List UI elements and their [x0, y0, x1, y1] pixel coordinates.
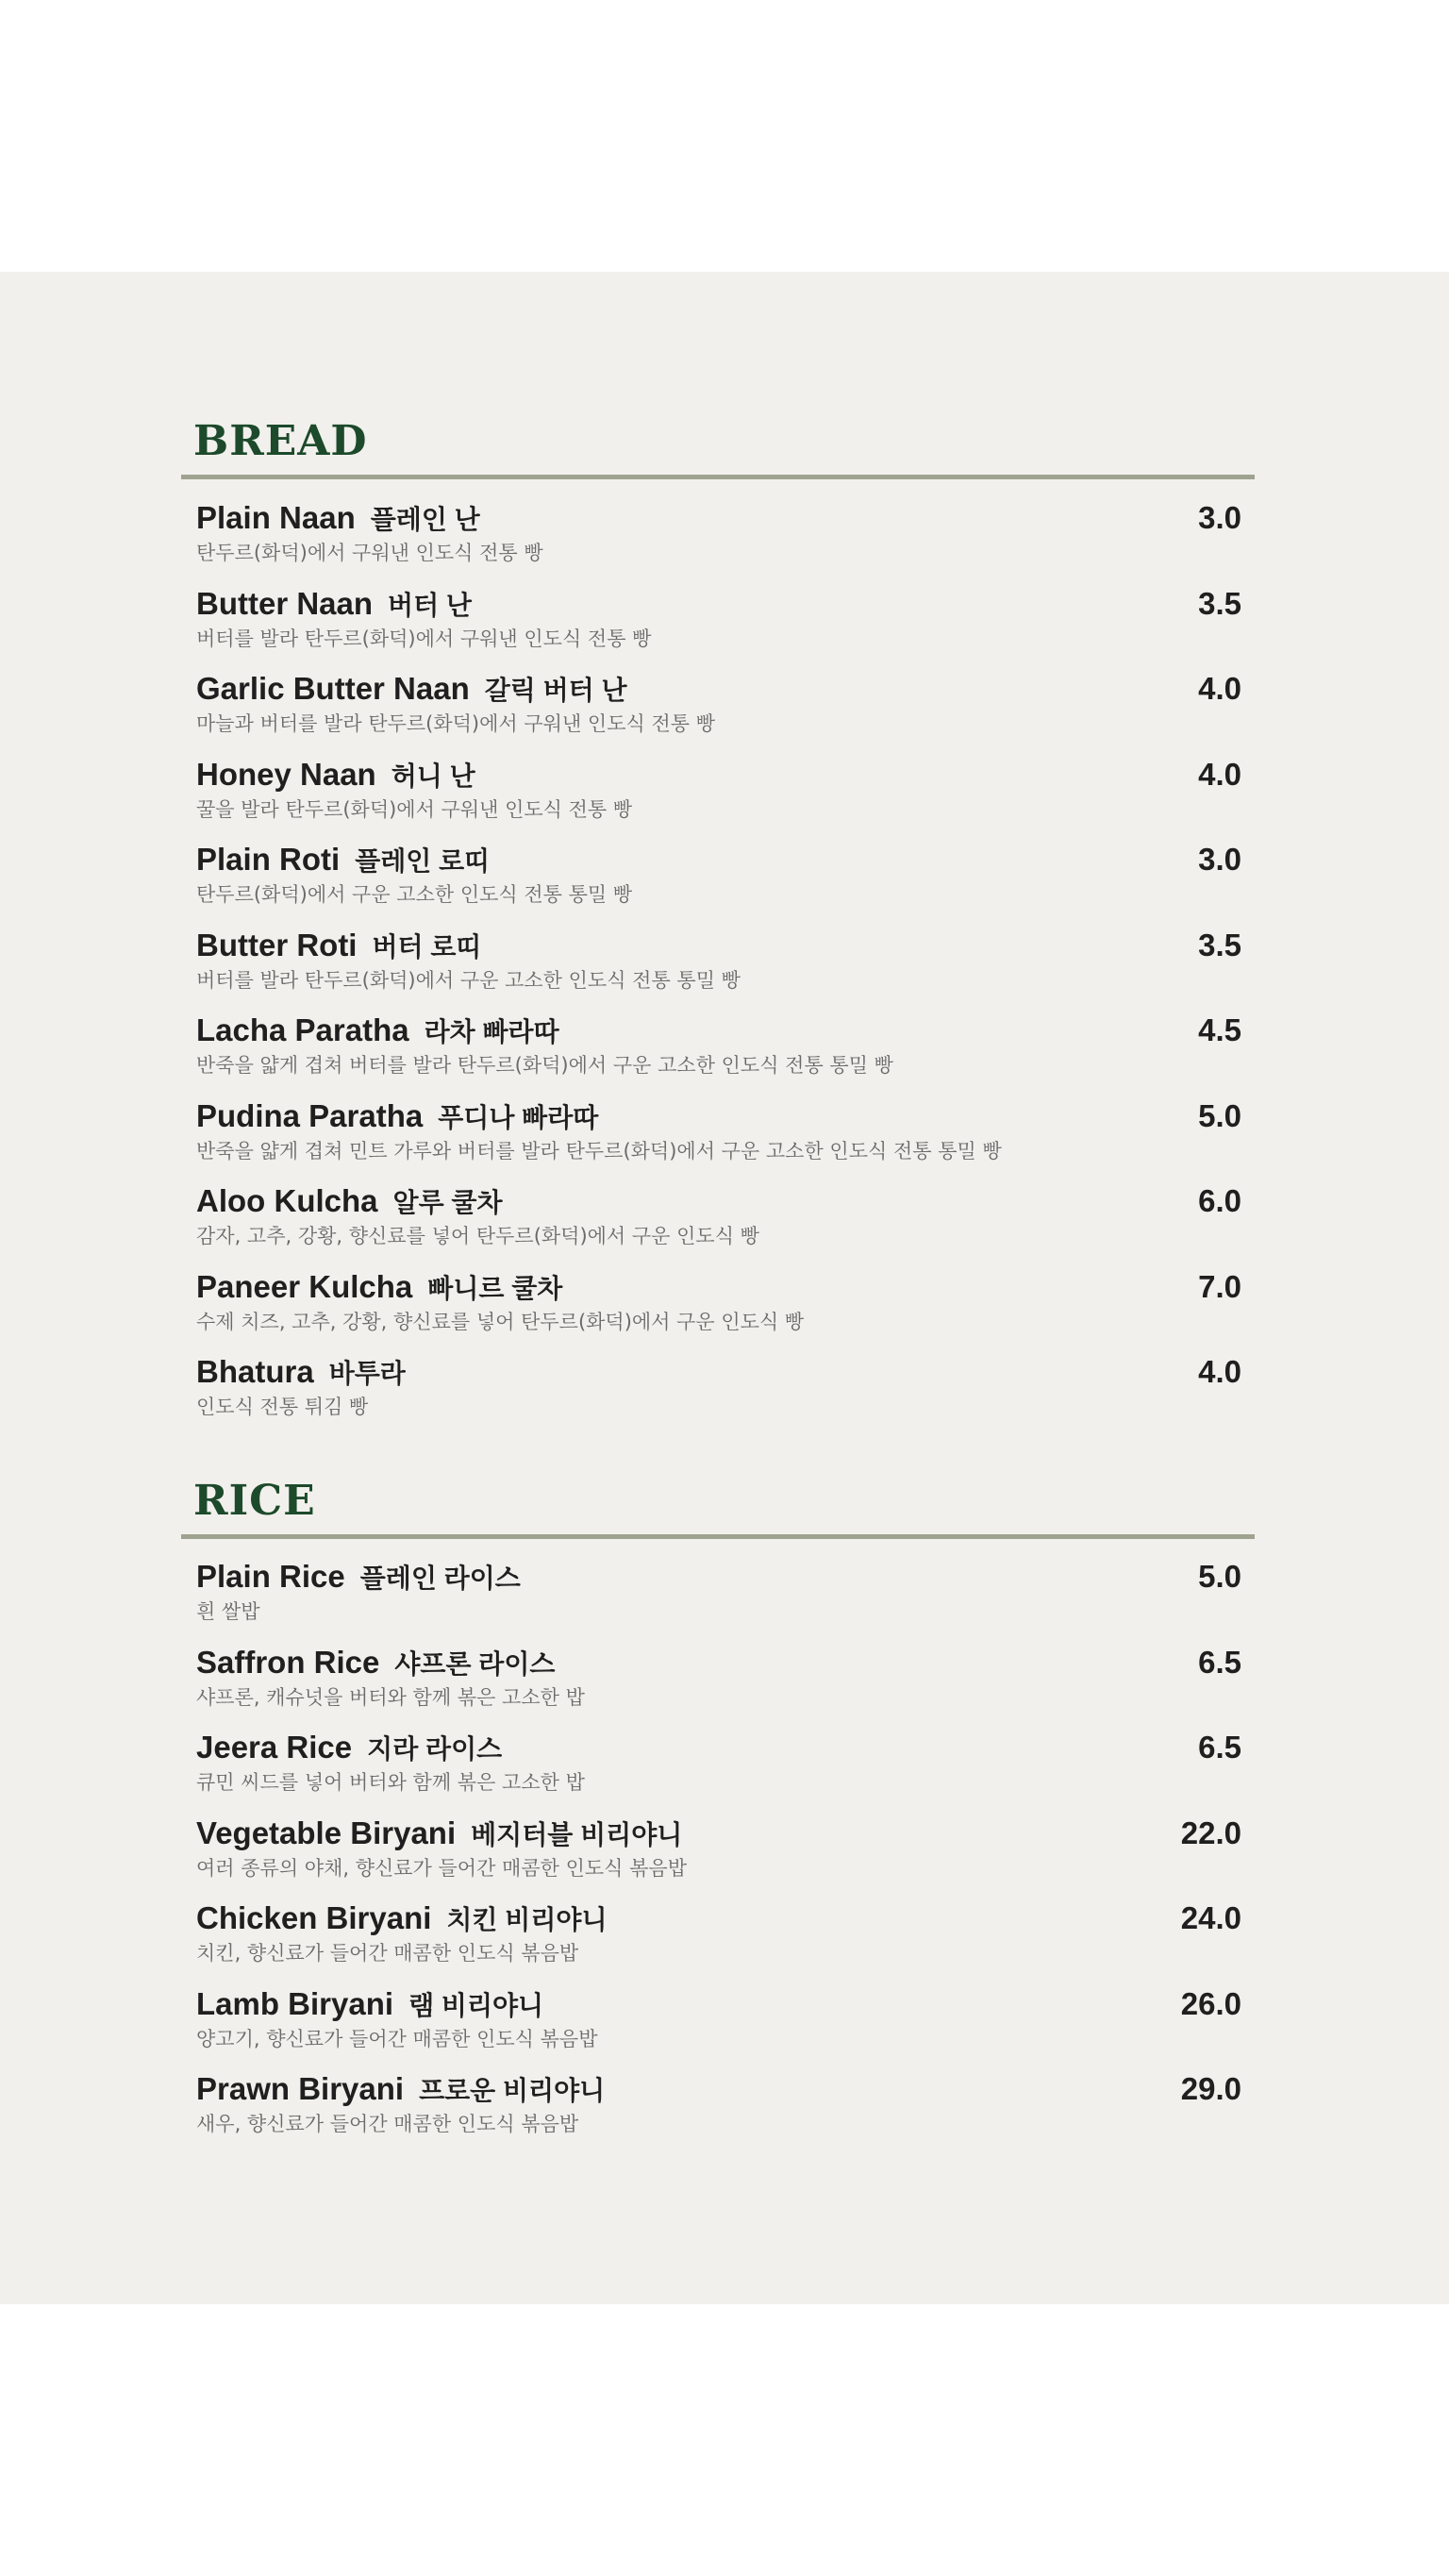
- menu-item-name-en: Paneer Kulcha: [196, 1268, 413, 1304]
- menu-item-name-en: Garlic Butter Naan: [196, 671, 470, 706]
- menu-item-price: 6.0: [1198, 1183, 1241, 1218]
- menu-item-name-en: Plain Roti: [196, 842, 341, 877]
- menu-item-name-en: Aloo Kulcha: [196, 1183, 378, 1218]
- menu-item-name-ko: 빠니르 쿨차: [427, 1273, 563, 1303]
- menu-item-price: 4.0: [1198, 756, 1241, 792]
- menu-item-name: [196, 1097, 598, 1137]
- menu-item-price: 5.0: [1198, 1097, 1241, 1133]
- menu-item-description: 마늘과 버터를 발라 탄두르(화덕)에서 구워낸 인도식 전통 빵: [196, 712, 715, 735]
- menu-item-name: [196, 670, 627, 710]
- menu-item-name-en: Chicken Biryani: [196, 1900, 432, 1935]
- menu-item-name: [196, 841, 490, 880]
- menu-item-name-en: Honey Naan: [196, 756, 376, 792]
- menu-item-description: 탄두르(화덕)에서 구운 고소한 인도식 전통 통밀 빵: [196, 883, 633, 906]
- menu-item-name-ko: 지라 라이스: [367, 1734, 503, 1764]
- menu-item: [181, 1012, 1255, 1095]
- menu-item-name: [196, 1899, 608, 1939]
- menu-item-description: 새우, 향신료가 들어간 매콤한 인도식 볶음밥: [196, 2113, 579, 2135]
- menu-item-name-ko: 베지터블 비리야니: [471, 1819, 683, 1849]
- menu-item-name: [196, 585, 472, 625]
- menu-item: [181, 1644, 1255, 1727]
- menu-item-description: 버터를 발라 탄두르(화덕)에서 구워낸 인도식 전통 빵: [196, 627, 652, 650]
- menu-item-description: 반죽을 얇게 겹쳐 민트 가루와 버터를 발라 탄두르(화덕)에서 구운 고소한 인도식 전통 통밀 빵: [196, 1139, 1002, 1163]
- menu-item-name: [196, 1644, 555, 1683]
- menu-item-price: 26.0: [1180, 1985, 1241, 2021]
- menu-item-description: 여러 종류의 야채, 향신료가 들어간 매콤한 인도식 볶음밥: [196, 1856, 687, 1880]
- menu-item-name: [196, 2070, 605, 2110]
- menu-item-price: 24.0: [1180, 1900, 1241, 1935]
- menu-item-price: 3.5: [1198, 585, 1241, 621]
- menu-item: [181, 1985, 1255, 2068]
- menu-item: [181, 670, 1255, 753]
- menu-item-name-ko: 라차 빠라따: [424, 1017, 559, 1046]
- menu-item-price: 29.0: [1180, 2071, 1241, 2106]
- menu-item-name: [196, 756, 475, 795]
- menu-item: [181, 1899, 1255, 1982]
- menu-item-name: [196, 499, 480, 539]
- menu-item: [181, 1097, 1255, 1180]
- menu-page: [0, 272, 1449, 2304]
- menu-item-description: 큐민 씨드를 넣어 버터와 함께 볶은 고소한 밥: [196, 1771, 585, 1794]
- menu-item-name-ko: 치킨 비리야니: [446, 1905, 608, 1934]
- menu-item-name-ko: 플레인 난: [370, 505, 480, 534]
- menu-item-name-en: Butter Naan: [196, 585, 374, 621]
- menu-item-name: [196, 927, 481, 966]
- section-divider: [181, 1534, 1255, 1539]
- menu-item-name-en: Butter Roti: [196, 927, 358, 962]
- menu-item-name-ko: 샤프론 라이스: [394, 1648, 556, 1679]
- menu-item: [181, 841, 1255, 924]
- menu-item-name-ko: 갈릭 버터 난: [484, 676, 627, 705]
- menu-item: [181, 927, 1255, 1010]
- menu-item-name-en: Lacha Paratha: [196, 1012, 409, 1047]
- menu-item-name-en: Prawn Biryani: [196, 2071, 405, 2106]
- menu-item-price: 3.0: [1198, 500, 1241, 535]
- menu-item-name-en: Plain Rice: [196, 1559, 345, 1594]
- menu-item-description: 꿀을 발라 탄두르(화덕)에서 구워낸 인도식 전통 빵: [196, 797, 633, 821]
- section-divider: [181, 475, 1255, 479]
- menu-item: [181, 1729, 1255, 1812]
- menu-item-name-ko: 푸디나 빠라따: [438, 1102, 599, 1132]
- menu-item-name-ko: 허니 난: [391, 761, 475, 791]
- menu-item: [181, 1353, 1255, 1436]
- menu-item-price: 5.0: [1198, 1559, 1241, 1594]
- menu-item-name-ko: 알루 쿨차: [392, 1188, 503, 1217]
- menu-item-name: [196, 1268, 562, 1308]
- menu-item: [181, 1182, 1255, 1265]
- menu-item-name-ko: 바투라: [328, 1359, 406, 1388]
- menu-item-name-en: Vegetable Biryani: [196, 1815, 457, 1850]
- menu-item-price: 4.5: [1198, 1012, 1241, 1047]
- menu-item-name-en: Jeera Rice: [196, 1730, 353, 1765]
- menu-item-description: 감자, 고추, 강황, 향신료를 넣어 탄두르(화덕)에서 구운 인도식 빵: [196, 1225, 759, 1247]
- menu-item: [181, 756, 1255, 839]
- menu-item: [181, 1558, 1255, 1641]
- menu-item-description: 샤프론, 캐슈넛을 버터와 함께 볶은 고소한 밥: [196, 1685, 585, 1709]
- menu-item-price: 4.0: [1198, 671, 1241, 706]
- menu-item-name-ko: 프로운 비리야니: [419, 2076, 606, 2105]
- menu-item-price: 4.0: [1198, 1354, 1241, 1389]
- menu-item: [181, 1268, 1255, 1351]
- menu-item-name: [196, 1815, 682, 1854]
- menu-item-description: 반죽을 얇게 겹쳐 버터를 발라 탄두르(화덕)에서 구운 고소한 인도식 전통 통밀 빵: [196, 1054, 893, 1077]
- section-title: RICE: [193, 1477, 316, 1525]
- menu-item-price: 3.5: [1198, 927, 1241, 962]
- menu-item-description: 탄두르(화덕)에서 구워낸 인도식 전통 빵: [196, 542, 543, 564]
- section-title: BREAD: [193, 417, 368, 465]
- menu-item: [181, 1815, 1255, 1898]
- menu-item-description: 양고기, 향신료가 들어간 매콤한 인도식 볶음밥: [196, 2027, 598, 2050]
- menu-item-name: [196, 1558, 521, 1597]
- menu-item-name-en: Saffron Rice: [196, 1644, 380, 1680]
- menu-item-price: 3.0: [1198, 842, 1241, 877]
- menu-item-name: [196, 1012, 559, 1051]
- menu-item-price: 6.5: [1198, 1644, 1241, 1680]
- menu-item-name-ko: 버터 난: [388, 590, 472, 620]
- menu-item-name-en: Plain Naan: [196, 500, 356, 535]
- menu-item: [181, 499, 1255, 582]
- menu-item-description: 흰 쌀밥: [196, 1600, 260, 1623]
- menu-item-name-ko: 플레인 라이스: [359, 1564, 521, 1593]
- menu-item: [181, 2070, 1255, 2153]
- menu-item-name-en: Bhatura: [196, 1354, 314, 1389]
- menu-item-price: 22.0: [1180, 1815, 1241, 1850]
- menu-item: [181, 585, 1255, 668]
- menu-item-price: 6.5: [1198, 1730, 1241, 1765]
- menu-item-name-en: Lamb Biryani: [196, 1985, 394, 2021]
- menu-item-name-en: Pudina Paratha: [196, 1097, 424, 1133]
- menu-item-description: 인도식 전통 튀김 빵: [196, 1396, 369, 1418]
- menu-item-name-ko: 버터 로띠: [372, 931, 482, 962]
- menu-item-name: [196, 1729, 502, 1768]
- menu-item-name-ko: 램 비리야니: [408, 1990, 544, 2020]
- menu-item-description: 버터를 발라 탄두르(화덕)에서 구운 고소한 인도식 전통 통밀 빵: [196, 968, 741, 992]
- menu-item-description: 치킨, 향신료가 들어간 매콤한 인도식 볶음밥: [196, 1942, 579, 1965]
- menu-item-price: 7.0: [1198, 1268, 1241, 1304]
- menu-item-name-ko: 플레인 로띠: [355, 846, 491, 876]
- menu-item-name: [196, 1182, 503, 1222]
- menu-item-name: [196, 1353, 406, 1393]
- menu-item-name: [196, 1985, 543, 2025]
- menu-item-description: 수제 치즈, 고추, 강황, 향신료를 넣어 탄두르(화덕)에서 구운 인도식 빵: [196, 1310, 805, 1333]
